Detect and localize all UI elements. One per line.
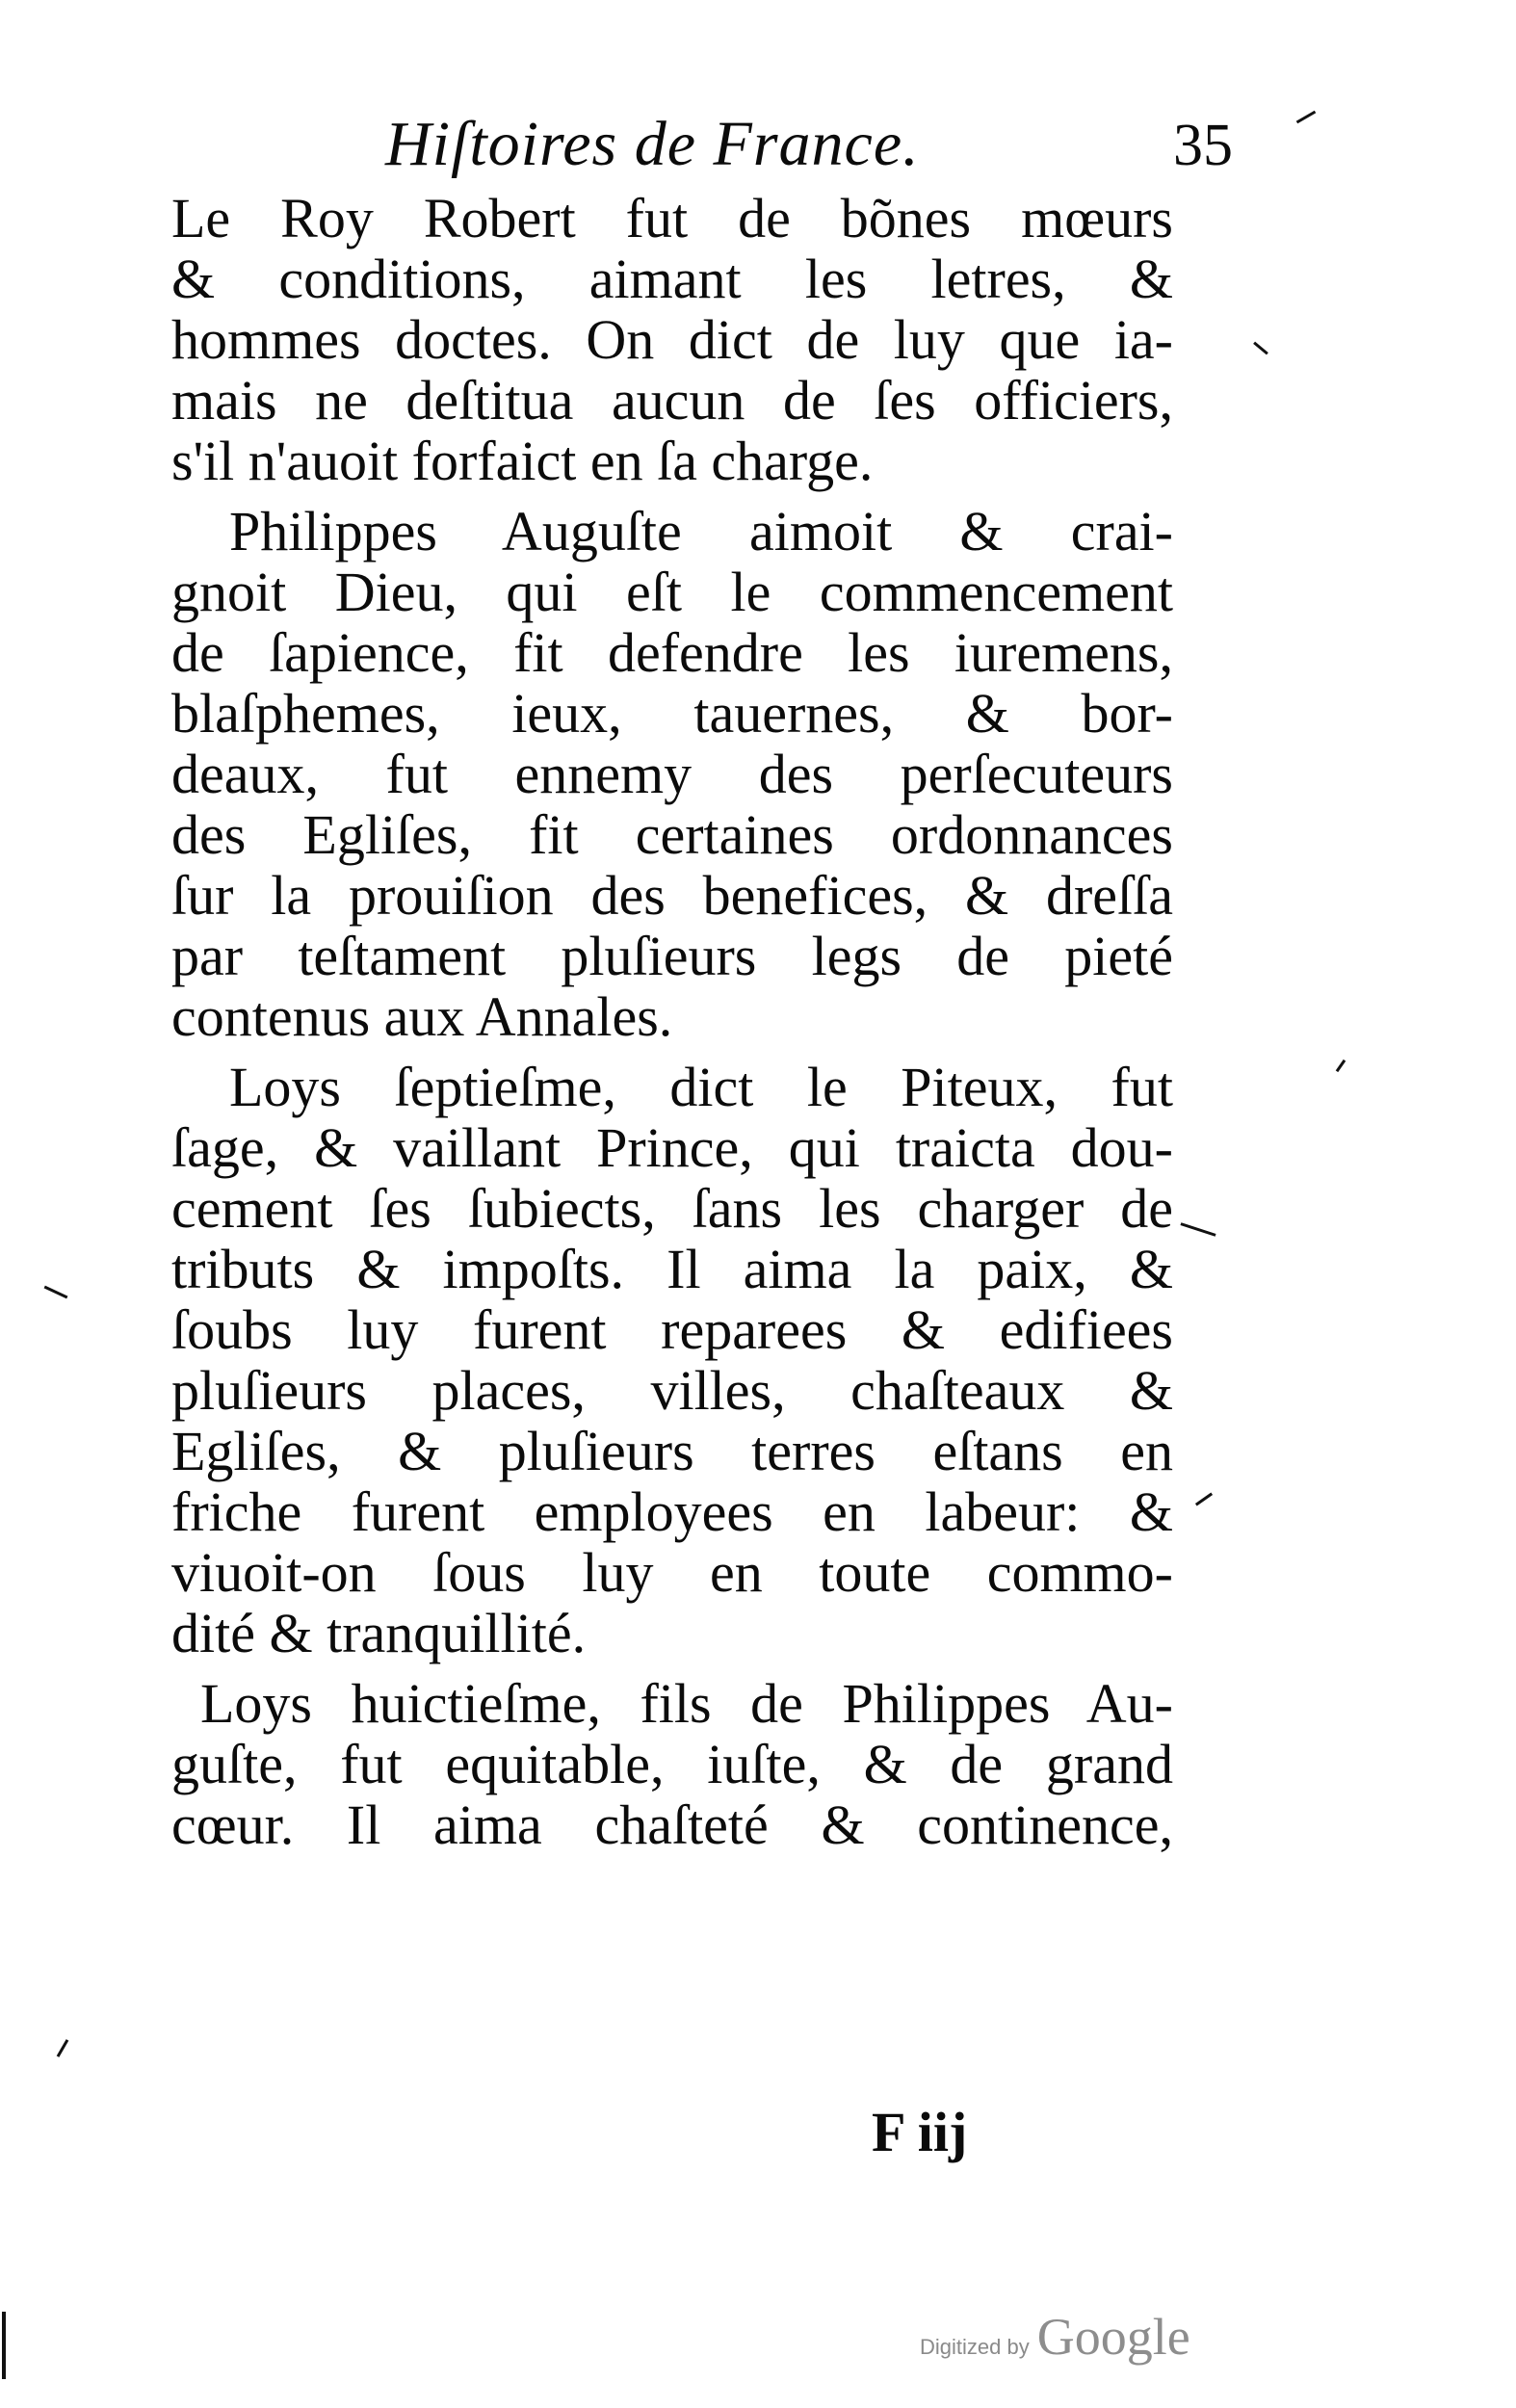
text-line: Loys huictieſme, fils de Philippes Au- [200,1672,1173,1735]
scan-speck [44,1286,68,1299]
body-text [171,188,1173,1855]
scan-speck [1253,342,1268,355]
google-logo: Google [1036,2308,1190,2366]
scan-speck [1180,1222,1215,1237]
text-line: des Egliſes, fit certaines ordonnances [171,803,1173,866]
text-line: contenus aux Annales. [171,985,673,1048]
page-number: 35 [1173,113,1233,178]
running-head [385,108,1233,185]
text-line: ſoubs luy furent reparees & edifiees [171,1298,1173,1361]
scan-speck [1296,111,1317,124]
text-line: deaux, fut ennemy des perſecuteurs [171,743,1173,805]
text-line: par teſtament pluſieurs legs de pieté [171,925,1173,987]
scan-speck [1195,1493,1213,1506]
text-line: blaſphemes, ieux, tauernes, & bor- [171,682,1173,745]
text-line: Egliſes, & pluſieurs terres eſtans en [171,1420,1173,1482]
text-line: Philippes Auguſte aimoit & crai- [229,500,1173,563]
watermark-digitized-text: Digitized by [920,2335,1030,2359]
text-line: gnoit Dieu, qui eſt le commencement [171,561,1173,623]
text-line: ſage, & vaillant Prince, qui traicta dou- [171,1116,1173,1179]
scan-speck [57,2039,69,2057]
text-line: friche furent employees en labeur: & [171,1480,1173,1543]
running-title: Hiſtoires de France. [385,109,920,179]
text-line: Loys ſeptieſme, dict le Piteux, fut [229,1056,1173,1118]
text-line: ſur la prouiſion des benefices, & dreſſa [171,864,1173,927]
text-line: mais ne deſtitua aucun de ſes officiers, [171,369,1173,432]
text-line: Le Roy Robert fut de bõnes mœurs [171,187,1173,249]
text-line: s'il n'auoit forfaict en ſa charge. [171,430,874,492]
text-line: guſte, fut equitable, iuſte, & de grand [171,1733,1173,1795]
text-line: & conditions, aimant les letres, & [171,248,1173,310]
text-line: pluſieurs places, villes, chaſteaux & [171,1359,1173,1422]
text-line: dité & tranquillité. [171,1602,587,1664]
text-line: cement ſes ſubiects, ſans les charger de [171,1177,1173,1240]
text-line: viuoit-on ſous luy en toute commo- [171,1541,1173,1604]
text-line: hommes doctes. On dict de luy que ia- [171,308,1173,371]
text-line: cœur. Il aima chaſteté & continence, [171,1793,1173,1856]
google-watermark [920,2307,1190,2367]
signature-mark: F iij [872,2101,968,2163]
scan-speck [1336,1060,1346,1072]
text-line: de ſapience, fit defendre les iuremens, [171,621,1173,684]
text-line: tributs & impoſts. Il aima la paix, & [171,1238,1173,1300]
page-edge-mark [2,2312,6,2379]
